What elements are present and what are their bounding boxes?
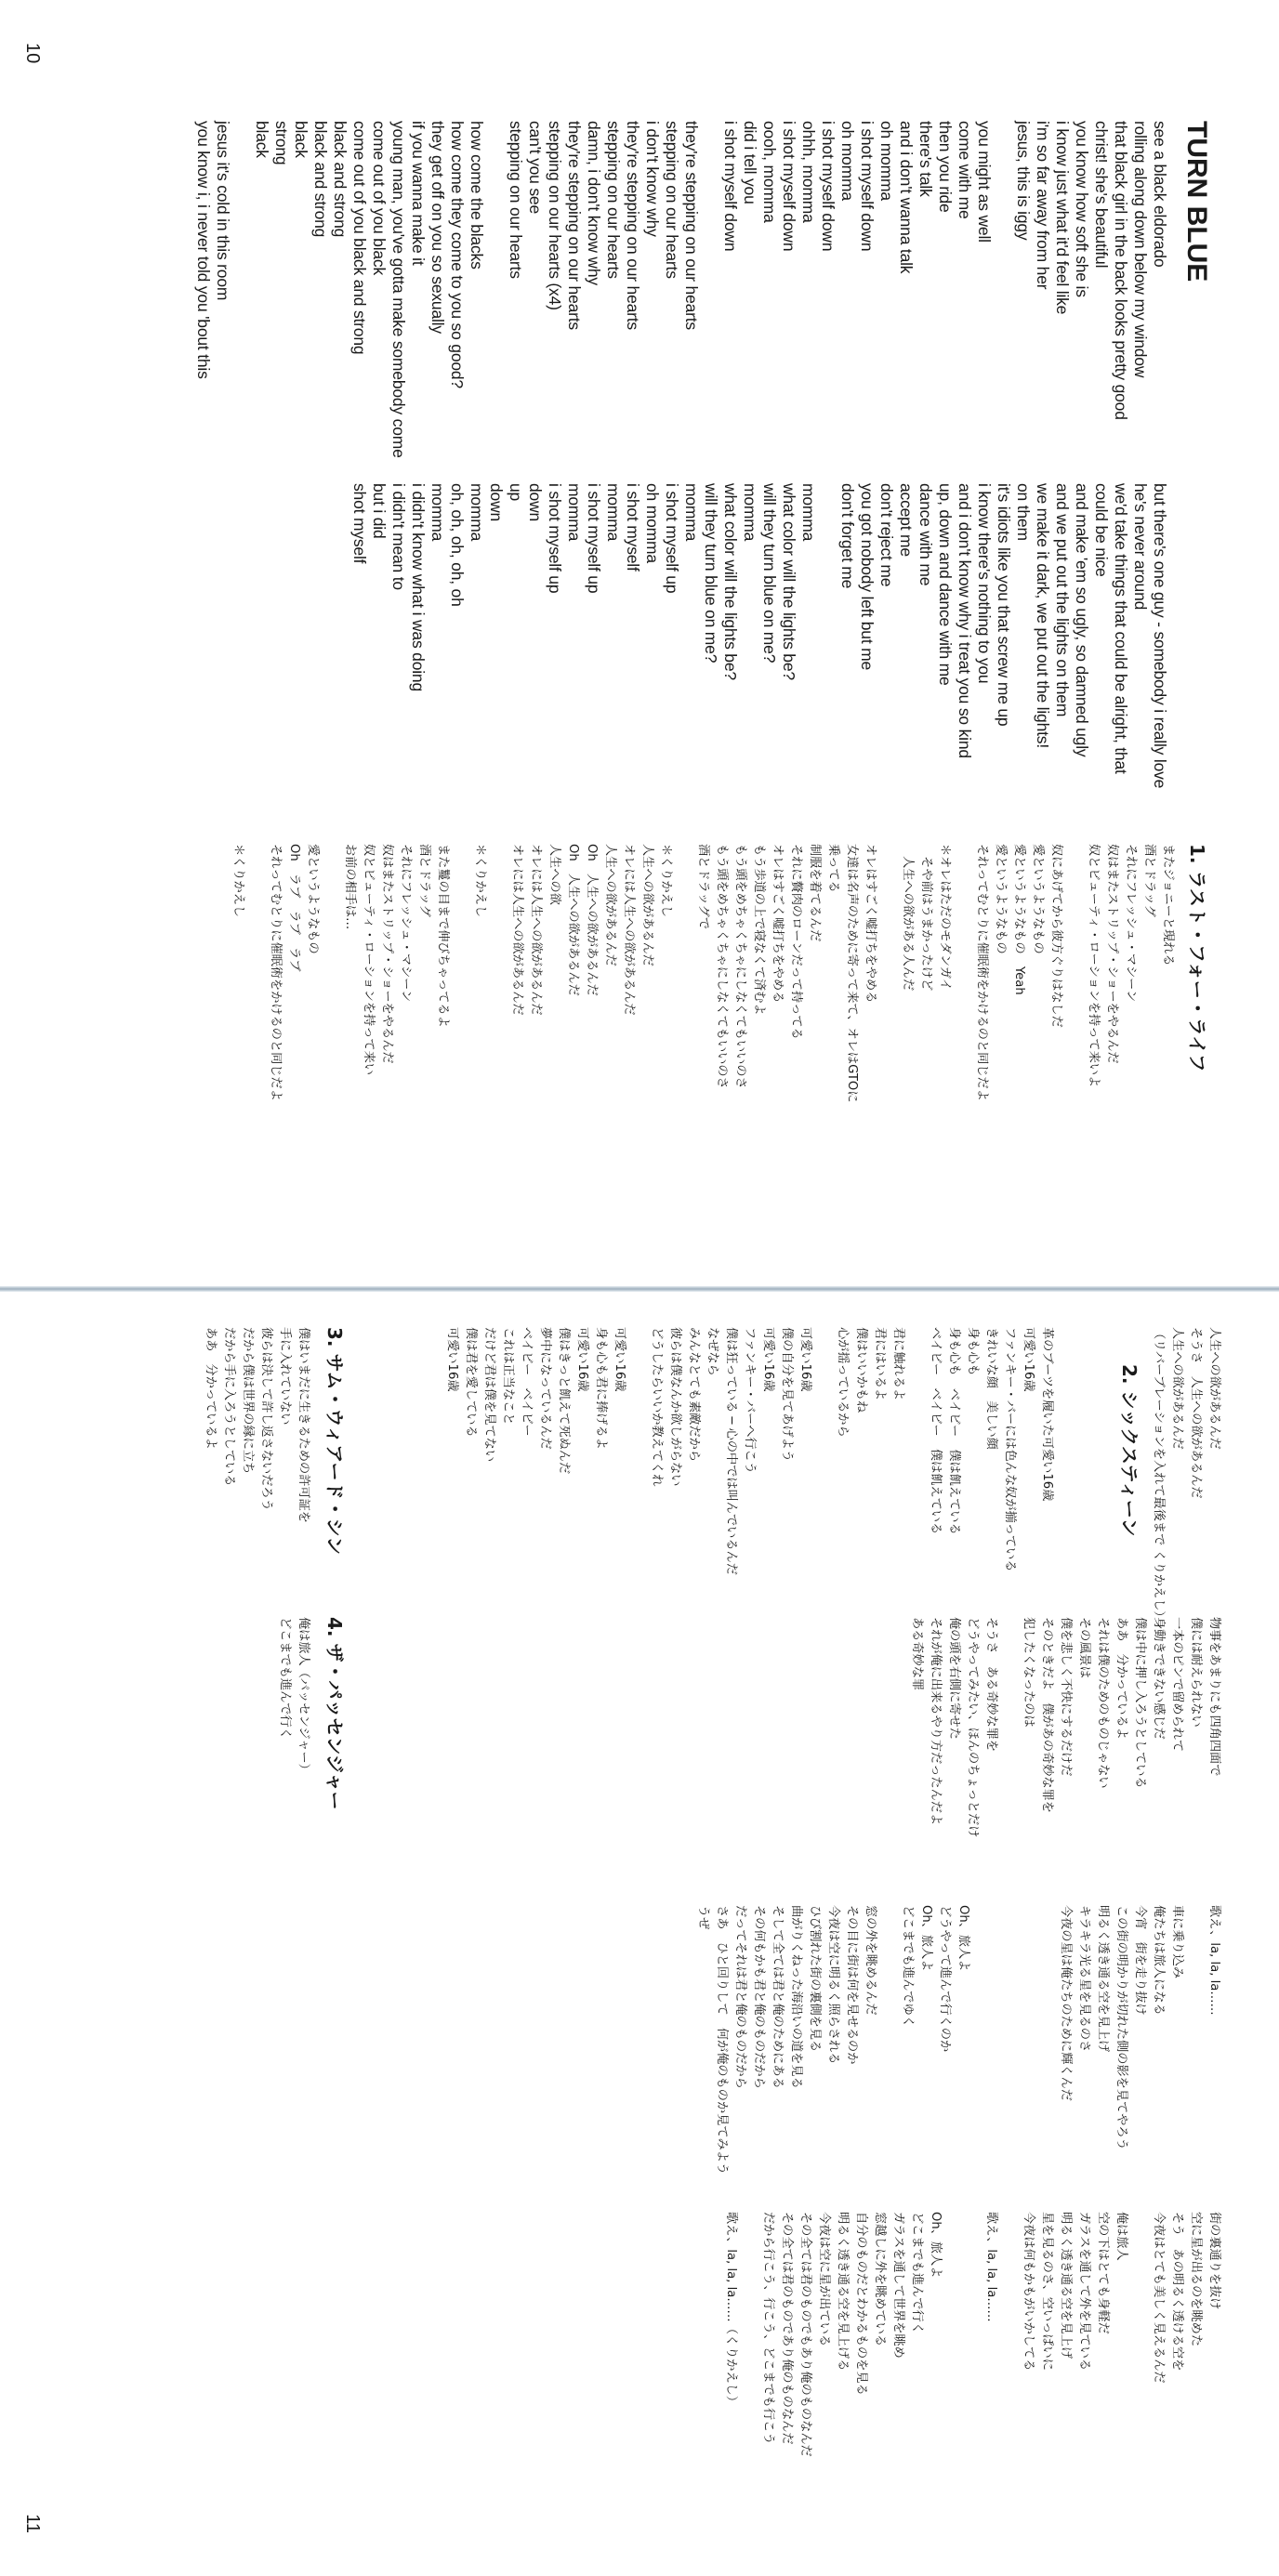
lyric-line: you know how soft she is	[1073, 121, 1091, 297]
translation-line: また鬘の目まで伸びちゃってるよ	[436, 844, 450, 1028]
translation-line: Oh、旅人よ	[956, 1905, 970, 1972]
translation-line: 可愛い16歳	[761, 1327, 775, 1392]
translation-line: 可愛い16歳	[445, 1327, 459, 1392]
translation-line	[1056, 1327, 1075, 1623]
translation-line: 今夜は何もかもがいかしてる	[1022, 2212, 1035, 2372]
lyric-line: oh, oh, oh, oh, oh	[448, 483, 467, 607]
lyric-line	[232, 121, 252, 458]
translation-line: またジョニーと現れる	[1161, 844, 1175, 966]
lyric-line: damn, i don't know why	[585, 121, 603, 285]
translation-line: 身も心も君に捧げるよ	[594, 1327, 608, 1450]
lyric-line: young man, you've gotta make somebody come	[389, 121, 408, 458]
translation-line: オレには人生への欲があるんだ	[510, 844, 524, 1016]
lyric-line: shot myself	[350, 483, 369, 564]
lyric-line: they're stepping on our hearts	[624, 121, 642, 330]
translation-line: なぜなら	[705, 1327, 719, 1376]
translation-title-2: 2. シックスティーン	[1118, 1364, 1141, 1537]
translation-line: 曲がりくねった海沿いの道を見る	[789, 1905, 803, 2089]
lyric-line: they're stepping on our hearts	[682, 121, 701, 330]
translation-line: Oh ラブ ラブ ラブ	[287, 844, 301, 972]
translation-line: 僕はいまだに生きるための許可証を	[297, 1327, 310, 1523]
translation-line: 身も心も	[966, 1327, 980, 1376]
translation-title-1: 1. ラスト・フォー・ライフ	[1186, 844, 1208, 1072]
translation-line	[879, 1905, 898, 2175]
lyric-line: i know just what it'd feel like	[1053, 121, 1072, 315]
translation-line: 身も心も ベイビー 僕は飢えている	[947, 1327, 961, 1535]
lyric-line: black and strong	[331, 121, 349, 238]
lyric-line: i shot myself down	[858, 121, 877, 252]
translation-line: どうやって進んで行くのか	[938, 1905, 952, 2053]
lyric-line: and i don't wanna talk	[897, 121, 916, 274]
translation-line: 奴とビューティ・ローションを持って来いよ	[1087, 844, 1101, 1088]
translation-line: 俺たちは旅人になる	[1152, 1905, 1166, 2016]
lyric-line: momma	[799, 483, 818, 542]
translation-line: 愛というようなもの Yeah	[1012, 844, 1026, 995]
lyric-line	[994, 121, 1013, 458]
translation-line: 人生への欲があるんだ	[1170, 1327, 1184, 1450]
lyric-line: down	[487, 483, 506, 522]
translation-line: そのときだよ 僕があの奇妙な罪を	[1040, 1617, 1054, 1813]
translation-line: 奴はまたストリップ・ショーをやるんだ	[1105, 844, 1119, 1064]
translation-line: オレはすごく嘘打ちをやめる	[771, 844, 785, 1004]
translation-line: それってむとりに催眠術をかけるのと同じだよ	[975, 844, 989, 1101]
lyric-line: accept me	[897, 483, 916, 557]
lyric-line: i shot myself down	[721, 121, 740, 252]
translation-line	[879, 844, 898, 1102]
translation-column-8	[721, 2212, 944, 2457]
translation-line: 革のブーツを履いた可愛い16歳	[1040, 1327, 1054, 1502]
lyric-line: and we put out the lights on them	[1053, 483, 1072, 717]
translation-line: 窓越しに外を眺めている	[873, 2212, 887, 2347]
translation-line: 僕はいいかもね	[854, 1327, 868, 1413]
lyric-line: black	[253, 121, 271, 158]
translation-line	[740, 2212, 758, 2457]
translation-line: 僕には耐えられない	[1189, 1617, 1203, 1728]
lyric-line: i didn't mean to	[389, 483, 408, 590]
lyric-line	[701, 121, 720, 458]
lyric-line: up, down and dance with me	[936, 483, 955, 686]
translation-line: 車に乗り込み	[1170, 1905, 1184, 1979]
translation-line: どこまでも進んで行く	[910, 2212, 924, 2334]
translation-line: もう頭をめちゃくちゃにしなくてもいいのさ	[733, 844, 747, 1089]
translation-line: ベイビー ベイビー 僕は飢えている	[929, 1327, 943, 1535]
translation-column-6	[693, 1905, 972, 2175]
translation-column-7	[982, 2212, 1223, 2384]
translation-title-3: 3. サム・ウィアード・シン	[323, 1327, 346, 1556]
translation-line: 愛というようなもの	[1031, 844, 1045, 954]
translation-line: （リバーブレーションを入れて最後まで くりかえし）	[1152, 1327, 1166, 1623]
translation-line: もう頭をめちゃくちゃにしなくてもいいのさ	[715, 844, 729, 1089]
lyric-line: don't reject me	[877, 483, 896, 587]
translation-line: ファンキー・バーへ行こう	[743, 1327, 757, 1474]
translation-line: ＊くりかえし	[659, 844, 673, 918]
translation-line: 君にはいるよ	[873, 1327, 887, 1401]
lyric-line: then you ride	[936, 121, 955, 213]
translation-line	[1000, 2212, 1019, 2384]
translation-line: 制服を着てるんだ	[808, 844, 822, 942]
translation-line	[1186, 1905, 1205, 2150]
translation-line: みんなとても素敵だから	[687, 1327, 701, 1463]
lyric-line: momma	[565, 483, 584, 542]
lyric-line: come out of you black and strong	[350, 121, 369, 355]
lyric-line: could be nice	[1092, 483, 1111, 577]
translation-line	[1065, 844, 1084, 1102]
translation-line: だから行こう、行こう、どこまでも行こう	[761, 2212, 775, 2445]
translation-line: その全ては君のものでもあり俺のものなんだ	[798, 2212, 812, 2457]
lyric-line: dance with me	[916, 483, 935, 586]
translation-line: だってそれは君と俺のものだから	[733, 1905, 747, 2089]
lyric-line: i shot myself up	[546, 483, 564, 594]
translation-line: ＊くりかえし	[231, 844, 245, 918]
translation-line: 一本のピンで留められて	[1170, 1617, 1184, 1753]
lyric-line: oh momma	[838, 121, 857, 201]
lyric-line: i shot myself up	[663, 483, 681, 594]
translation-line: 手に入れていない	[278, 1327, 292, 1426]
translation-line: 夢中になっているんだ	[538, 1327, 552, 1450]
translation-line: 今夜は空に明るく照らされる	[826, 1905, 840, 2065]
lyric-line: we make it dark, we put out the lights!	[1034, 483, 1052, 748]
translation-line: オレはすごく嘘打ちをやめる	[864, 844, 877, 1004]
translation-line: 空に星が出るのを眺めた	[1189, 2212, 1203, 2347]
translation-line: 酒とドラッグ	[1142, 844, 1156, 917]
lyric-line: come with me	[956, 121, 974, 219]
translation-column-4a	[907, 1617, 1223, 1837]
translation-line: 僕は狂っている ─ 心の中では叫んでいるんだ	[724, 1327, 738, 1575]
translation-line: 僕はきっと飢えて死ぬんだ	[557, 1327, 571, 1475]
lyric-line: momma	[604, 483, 623, 542]
translation-line	[675, 844, 693, 1102]
translation-line: 今夜は空に星が出ている	[817, 2212, 831, 2347]
translation-line	[489, 844, 508, 1102]
lyric-line: he's never around	[1131, 483, 1150, 611]
translation-line: ベイビー ベイビー	[520, 1327, 534, 1437]
translation-line: ある奇妙な罪	[910, 1617, 924, 1691]
lyric-line: you got nobody left but me	[858, 483, 877, 671]
lyric-line: don't forget me	[838, 483, 857, 589]
translation-line: 歌え、la, la, la……（くりかえし）	[724, 2212, 738, 2409]
lyric-line: and i don't know why i treat you so kind	[956, 483, 974, 758]
translation-line: ああ 分かっているよ	[1114, 1617, 1128, 1740]
translation-line: Oh、旅人よ	[919, 1905, 933, 1972]
lyric-line: strong	[272, 121, 291, 165]
translation-line: 彼らは僕なんか欲しがらない	[668, 1327, 682, 1487]
translation-line: だから手に入ろうとしている	[222, 1327, 236, 1487]
translation-line: そう あの明るく透ける空を	[1170, 2212, 1184, 2372]
translation-line	[1093, 1327, 1112, 1623]
translation-line	[452, 844, 470, 1102]
lyric-line: momma	[429, 483, 447, 542]
lyric-line: if you wanna make it	[409, 121, 428, 266]
lyric-line: how come they come to you so good?	[448, 121, 467, 388]
lyric-line: christ! she's beautiful	[1092, 121, 1111, 269]
lyric-line: i don't know why	[643, 121, 662, 237]
translation-line: そや前はうまかったけど	[919, 844, 933, 992]
translation-line: オレには人生への欲があるんだ	[622, 844, 636, 1016]
translation-line: 人生への欲があるんだ	[603, 844, 617, 966]
lyric-line: i shot myself down	[780, 121, 798, 252]
translation-line: 心が揺っているから	[836, 1327, 850, 1438]
lyric-line: come out of you black	[370, 121, 389, 276]
translation-line: 明るく透き通る空を見上げ	[1096, 1905, 1110, 2053]
lyric-line: stepping on our hearts (x4)	[546, 121, 564, 310]
translation-line: その風景は	[1077, 1617, 1091, 1678]
lyric-line: up	[507, 483, 525, 502]
translation-line: 身動きできない感じだ	[1152, 1617, 1166, 1740]
translation-line: 物事をあまりにも四角四面で	[1207, 1617, 1221, 1777]
lyric-line: we'd take things that could be alright, that	[1112, 483, 1130, 774]
translation-line: 愛というようなもの	[994, 844, 1008, 954]
translation-line: ＊くりかえし	[473, 844, 487, 918]
translation-line	[814, 1327, 833, 1623]
translation-title-4: 4. ザ・パッセンジャー	[323, 1617, 346, 1810]
translation-line: 酒とドラッグで	[696, 844, 710, 930]
translation-line: 明るく透き通る空を見上げる	[836, 2212, 850, 2372]
translation-line: Oh 人生への欲があるんだ	[566, 844, 580, 996]
lyric-line: i'm so far away from her	[1034, 121, 1052, 290]
lyric-line: can't you see	[526, 121, 545, 214]
translation-line: 奴にあげてから彼方ぐりはなしだ	[1049, 844, 1063, 1028]
lyric-line: and make 'em so ugly, so damned ugly	[1073, 483, 1091, 757]
translation-column-4b	[275, 1617, 312, 1776]
translation-line: 僕を悲しく不快にするだけだ	[1059, 1617, 1073, 1777]
lyric-line: i didn't know what i was doing	[409, 483, 428, 691]
translation-line: どうやってみたい、ほんのちょっとだけ	[966, 1617, 980, 1838]
translation-line: 僕は中に押し入ろうとしている	[1133, 1617, 1147, 1789]
translation-line: 奴はまたストリップ・ショーをやるんだ	[380, 844, 394, 1064]
translation-line: どこまでも進んでゆく	[901, 1905, 915, 2028]
translation-line: お前の相手は…	[343, 844, 357, 930]
translation-line: それにフレッシュ・マシーン	[399, 844, 413, 1003]
translation-line	[628, 1327, 647, 1623]
translation-line: 女達は名声のために寄って来て、オレはGTOに	[845, 844, 859, 1103]
translation-line: 人生への欲があるんだ	[640, 844, 654, 966]
lyric-line: i know there's nothing to you	[975, 483, 994, 684]
translation-line: だから僕は世界の縁に立ち	[241, 1327, 255, 1475]
lyric-line: i shot myself up	[585, 483, 603, 594]
translation-line: 歌え、la, la, la……	[984, 2212, 998, 2322]
translation-line: どうしたらいいか教えてくれ	[650, 1327, 664, 1487]
translation-line: 可愛い16歳	[613, 1327, 626, 1392]
translation-line: 僕は君を愛している	[464, 1327, 478, 1438]
translation-line: それが俺に出来るやり方だったんだよ	[929, 1617, 943, 1826]
translation-line: それは僕のためのものじゃない	[1096, 1617, 1110, 1789]
translation-column-1	[229, 844, 1177, 1102]
translation-line: Oh、旅人よ	[929, 2212, 943, 2279]
translation-line	[1075, 1327, 1093, 1623]
translation-line: 今宵 街を走り抜け	[1133, 1905, 1147, 2016]
lyric-line: you know i, i never told you 'bout this	[194, 121, 213, 379]
translation-line: 空の下はとても身軽だ	[1096, 2212, 1110, 2334]
lyric-line: momma	[682, 483, 701, 542]
lyric-line: momma	[468, 483, 486, 542]
translation-line: 人生への欲がある人んだ	[901, 844, 915, 992]
lyric-line: they're stepping on our hearts	[565, 121, 584, 330]
translation-column-5	[1056, 1905, 1223, 2150]
lyric-line: there's talk	[916, 121, 935, 197]
lyric-line: you might as well	[975, 121, 994, 243]
translation-line: うぜ	[696, 1905, 710, 1930]
translation-line: ファンキー・バーには色んな奴が揃っている	[1003, 1327, 1017, 1572]
lyric-line: down	[526, 483, 545, 522]
lyric-line: oh momma	[643, 483, 662, 563]
lyric-line: stepping on our hearts	[507, 121, 525, 279]
lyric-line: jesus, this is iggy	[1014, 121, 1033, 241]
lyric-line: will they turn blue on me?	[702, 483, 720, 664]
lyric-line: what color will the lights be?	[780, 483, 798, 680]
lyric-line: will they turn blue on me?	[760, 483, 779, 664]
translation-line	[1000, 1617, 1019, 1837]
page-gutter	[0, 1286, 1279, 1292]
translation-line: 僕の自分を見てあげよう	[780, 1327, 794, 1463]
lyric-line: they get off on you so sexually	[429, 121, 447, 334]
translation-line: ひび割れた街の裏側を見る	[808, 1905, 822, 2053]
translation-line: そうさ 人生への欲があるんだ	[1189, 1327, 1203, 1499]
translation-line: その何もかも君と俺のものだから	[752, 1905, 766, 2089]
lyric-line: it's idiots like you that screw me up	[995, 483, 1013, 727]
translation-line	[954, 844, 972, 1102]
translation-line: ＊オレはただのモダンガイ	[938, 844, 952, 991]
translation-column-3	[201, 1327, 312, 1523]
translation-line: 可愛い16歳	[575, 1327, 589, 1392]
translation-line: 酒とドラッグ	[417, 844, 431, 917]
translation-line: 奴とビューティ・ローションを持って来い	[362, 844, 376, 1075]
translation-line: これは正当なこと	[501, 1327, 515, 1426]
page-number-left: 10	[22, 43, 43, 64]
song-title: TURN BLUE	[1181, 121, 1212, 283]
translation-line: さあ ひと回りして 何が俺のものか見てみよう	[715, 1905, 729, 2175]
translation-line: 犯したくなったのは	[1022, 1617, 1035, 1728]
translation-line: 可愛い16歳	[1022, 1327, 1035, 1392]
translation-line: 自分のものだとわかるものを見る	[854, 2212, 868, 2396]
translation-line	[907, 1327, 926, 1623]
lyric-line	[486, 121, 506, 458]
translation-line: 愛というようなもの	[306, 844, 320, 954]
translation-line: もう歩道の上で寝なくて済むよ	[752, 844, 766, 1016]
translation-line: その全ては君のものであり俺のものなんだ	[780, 2212, 794, 2445]
lyric-line: black and strong	[311, 121, 330, 238]
translation-line: 人生への欲があるんだ	[1207, 1327, 1221, 1450]
translation-line: 俺は旅人（パッセンジャー）	[297, 1617, 310, 1776]
lyric-line: see a black eldorado	[1151, 121, 1169, 268]
translation-line	[322, 844, 340, 1102]
lyric-line: but i did	[370, 483, 389, 539]
translation-line: 俺は旅人	[1114, 2212, 1128, 2261]
translation-line: 乗ってる	[826, 844, 840, 893]
lyric-line: but there's one guy - somebody i really love	[1151, 483, 1169, 789]
translation-line: どこまでも進んで行く	[278, 1617, 292, 1740]
translation-line: 君に触れるよ	[891, 1327, 905, 1401]
translation-line: この街の明かりが切れた側の影を見てやろう	[1114, 1905, 1128, 2150]
lyric-line: black	[292, 121, 310, 158]
translation-line: 彼らは決して許し返さないだろう	[259, 1327, 273, 1511]
translation-line: そして全ては君と俺のためにある	[771, 1905, 785, 2089]
lyric-line: oh momma	[877, 121, 896, 201]
translation-line	[1130, 2212, 1149, 2384]
lyric-line: stepping on our hearts	[663, 121, 681, 279]
lyric-line: on them	[1014, 483, 1033, 541]
translation-line: キラキラ光る星を見るのさ	[1077, 1905, 1091, 2053]
lyric-line: that black girl in the back looks pretty good	[1112, 121, 1130, 420]
translation-line: 星を見るのさ、空いっぱいに	[1040, 2212, 1054, 2371]
translation-line: 窓の外を眺めるんだ	[864, 1905, 877, 2016]
translation-line: きれいな顔 美しい顔	[984, 1327, 998, 1450]
page-number-right: 11	[22, 2514, 43, 2533]
lyric-line: i shot myself down	[819, 121, 837, 252]
lyrics-column-2	[349, 483, 1169, 788]
translation-line: 可愛い16歳	[798, 1327, 812, 1392]
translation-line: ガラスを通して世界を眺め	[891, 2212, 905, 2359]
lyric-line: rolling along down below my window	[1131, 121, 1150, 378]
lyric-line: how come the blacks	[468, 121, 486, 269]
lyric-line: stepping on our hearts	[604, 121, 623, 279]
translation-line: オレには人生への欲があるんだ	[529, 844, 543, 1016]
translation-column-2	[442, 1327, 1223, 1623]
translation-line: それにフレッシュ・マシーン	[1124, 844, 1138, 1003]
translation-line	[247, 844, 266, 1102]
lyric-line: momma	[741, 483, 759, 542]
translation-line: そうさ ある奇妙な罪を	[984, 1617, 998, 1753]
translation-line: それに贅肉のローンだって持ってる	[789, 844, 803, 1040]
lyric-line: jesus it's cold in this room	[214, 121, 232, 301]
translation-line: 今夜の星は俺たちのために輝くんだ	[1059, 1905, 1073, 2101]
translation-line: Oh 人生への欲があるんだ	[585, 844, 599, 996]
translation-line: ああ 分かっているよ	[204, 1327, 218, 1450]
translation-line: 人生への欲	[547, 844, 561, 905]
lyric-line: did i tell you	[741, 121, 759, 204]
translation-line: それってむとりに催眠術をかけるのと同じだよ	[269, 844, 283, 1101]
lyric-line: oooh, momma	[760, 121, 779, 223]
translation-line: 街の裏通りを抜け	[1207, 2212, 1221, 2310]
translation-line: 明るく透き通る空を見上げ	[1059, 2212, 1073, 2359]
translation-line: 歌え、la, la, la……	[1207, 1905, 1221, 2016]
lyric-line: i shot myself	[624, 483, 642, 572]
translation-line: 俺の頭を右側に寄せた	[947, 1617, 961, 1740]
lyric-line: what color will the lights be?	[721, 483, 740, 680]
translation-line: ガラスを通して外を見ている	[1077, 2212, 1091, 2372]
translation-line: その目に街は何を見せるのか	[845, 1905, 859, 2065]
lyric-line: ohhh, momma	[799, 121, 818, 223]
lyrics-column-1	[193, 121, 1169, 458]
lyric-line	[818, 483, 837, 788]
translation-line: 今夜はとても美しく見えるんだ	[1152, 2212, 1166, 2384]
translation-line: だけど君は僕を見てない	[482, 1327, 496, 1463]
